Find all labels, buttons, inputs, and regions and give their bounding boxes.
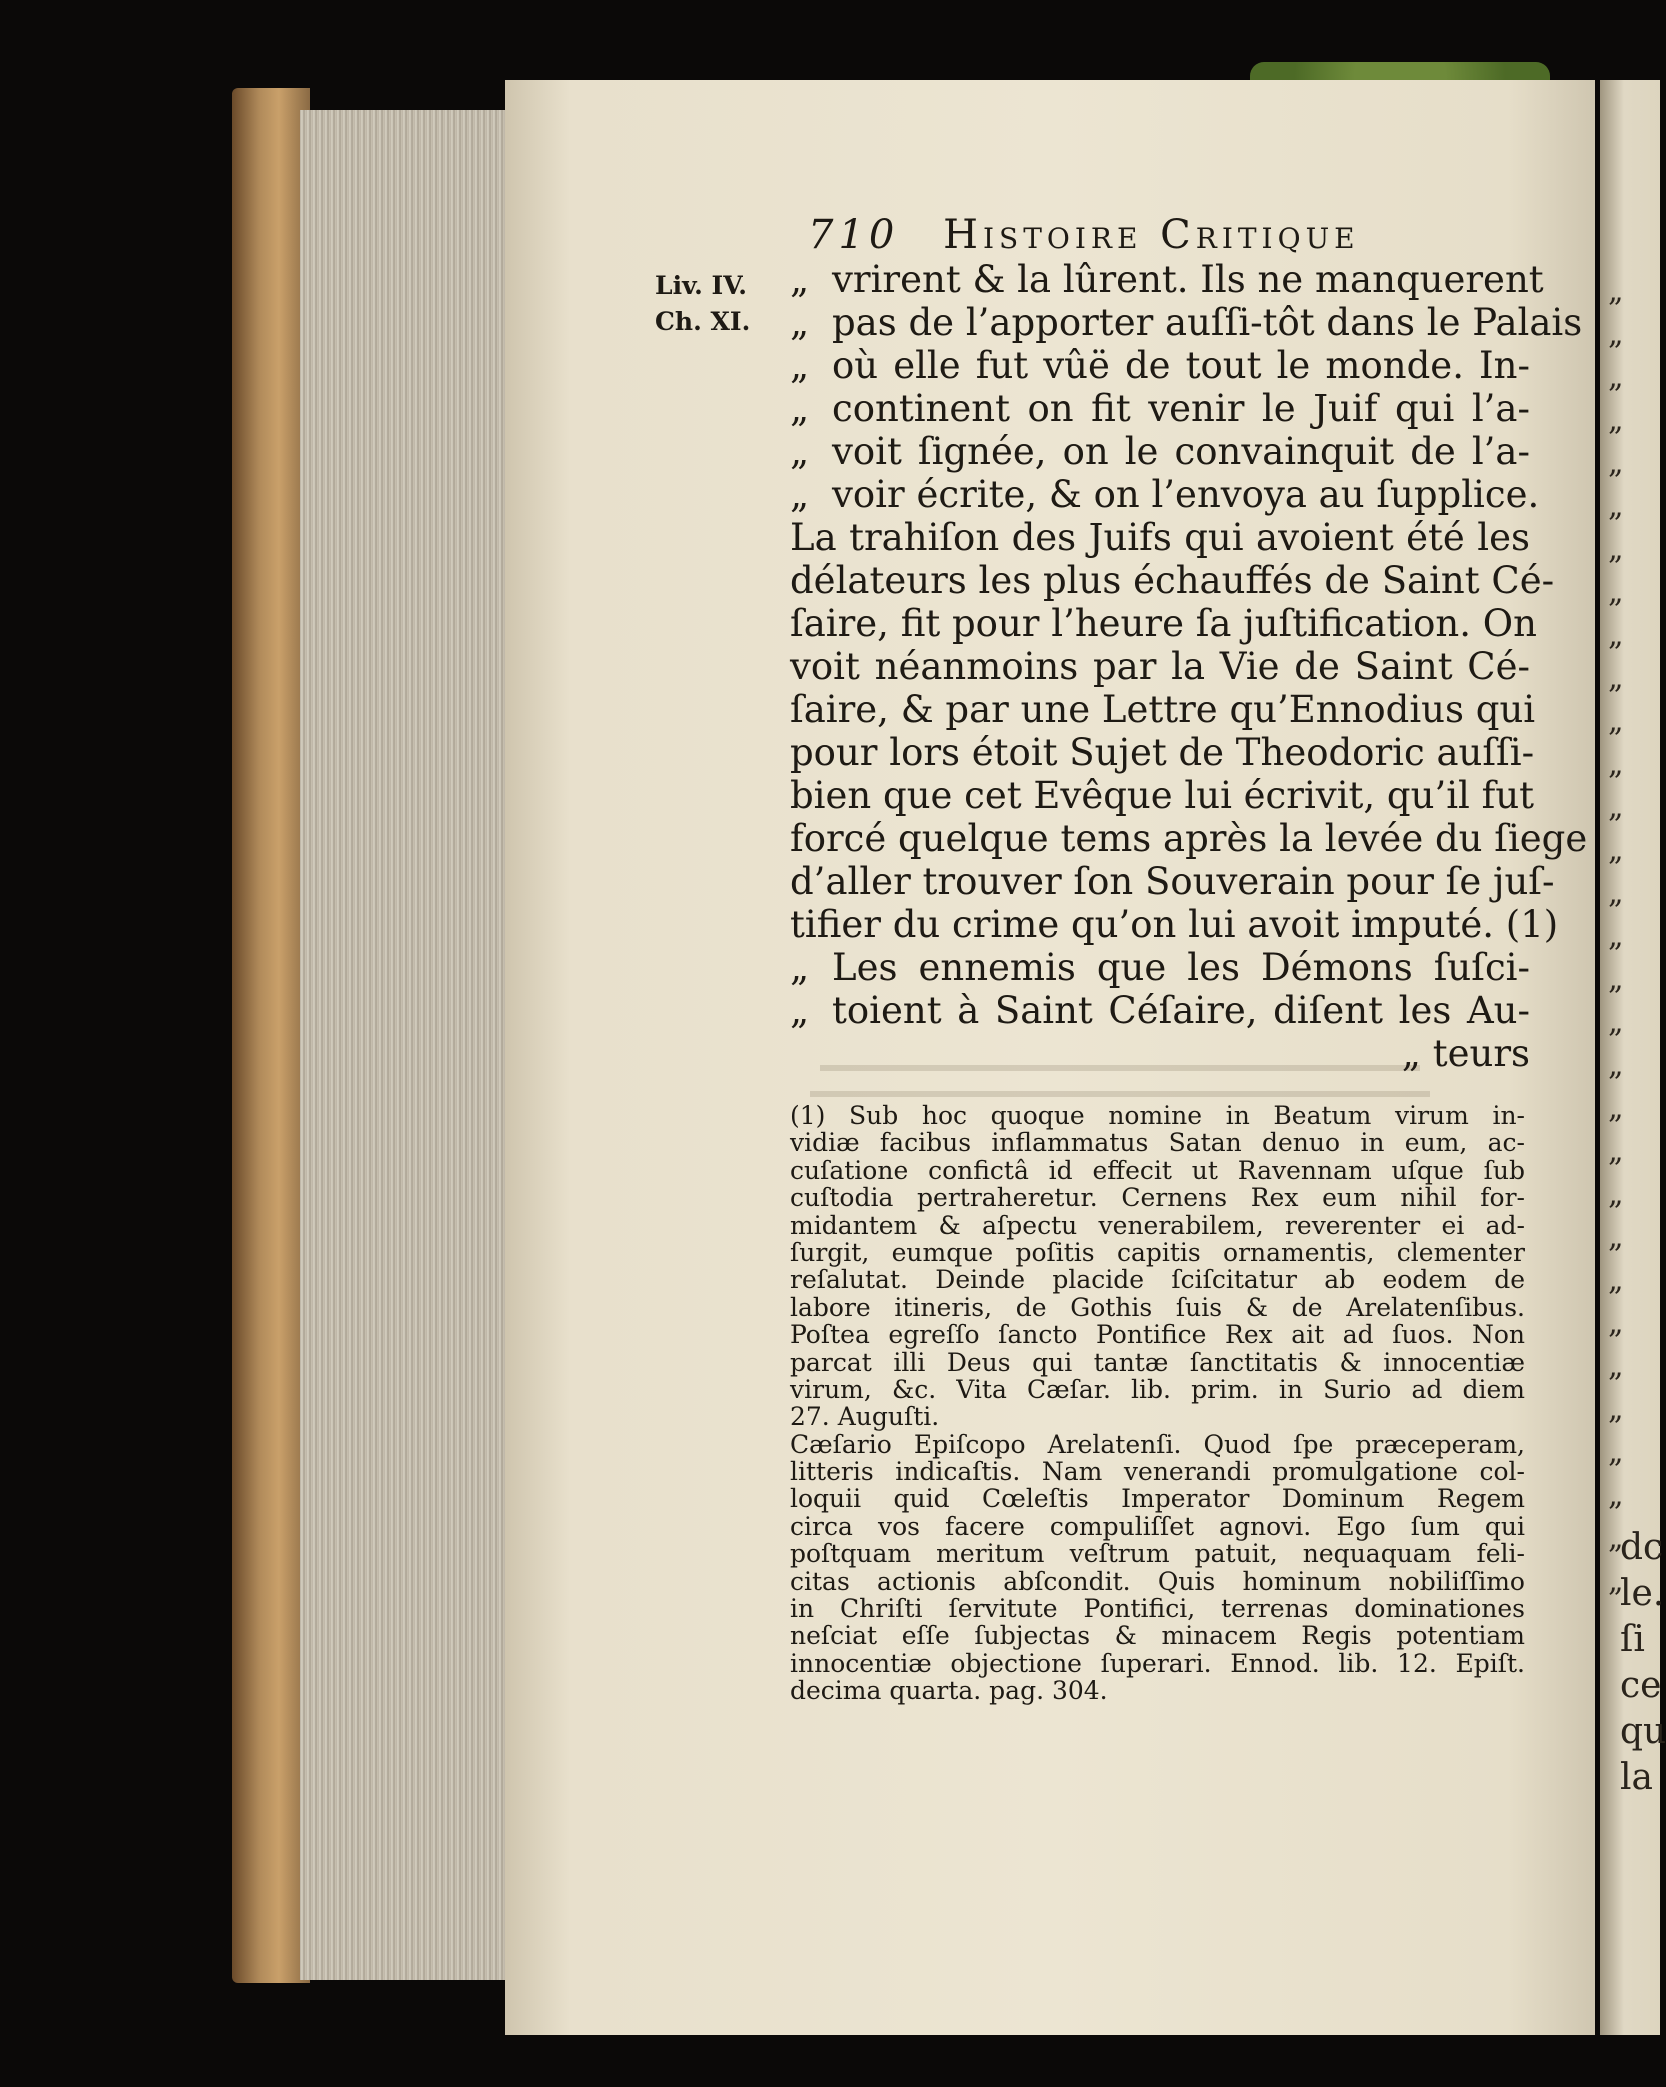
right-quote-mark: „ bbox=[1608, 446, 1624, 481]
footnote-line: ſurgit, eumque poſitis capitis ornamentis, clementer bbox=[790, 1237, 1525, 1267]
right-text-fragment: la bbox=[1620, 1757, 1653, 1798]
footnote-line: Poſtea egreſſo ſancto Pontifice Rex ait ad ſuos. Non bbox=[790, 1320, 1525, 1350]
text-line bbox=[790, 1032, 1530, 1075]
footnote-line: loquii quid Cœleſtis Imperator Dominum Regem bbox=[790, 1484, 1525, 1514]
right-quote-mark: „ bbox=[1608, 1306, 1624, 1341]
footnote-line: citas actionis abſcondit. Quis hominum nobiliſſimo bbox=[790, 1566, 1525, 1596]
footnote-line: innocentiæ objectione ſuperari. Ennod. lib. 12. Epiſt. bbox=[790, 1648, 1525, 1678]
footnote-line: cuſtodia pertraheretur. Cernens Rex eum nihil for- bbox=[790, 1183, 1525, 1213]
right-text-fragment: le. bbox=[1620, 1573, 1665, 1614]
line-text: La trahiſon des Juifs qui avoient été les bbox=[790, 516, 1530, 559]
right-quote-mark: „ bbox=[1608, 1091, 1624, 1126]
line-text: voit néanmoins par la Vie de Saint Cé- bbox=[790, 645, 1530, 688]
footnote-line: cuſatione confictâ id effecit ut Ravennam uſque ſub bbox=[790, 1155, 1525, 1185]
footnote-line: neſciat eſſe ſubjectas & minacem Regis potentiam bbox=[790, 1621, 1525, 1651]
right-quote-mark: „ bbox=[1608, 1048, 1624, 1083]
right-quote-mark: „ bbox=[1608, 747, 1624, 782]
text-line bbox=[790, 301, 1583, 344]
text-line bbox=[790, 989, 1530, 1032]
quote-mark: „ bbox=[790, 258, 810, 301]
text-line bbox=[790, 602, 1537, 645]
right-page-quote-marks bbox=[1608, 270, 1624, 1603]
line-text: bien que cet Evêque lui écrivit, qu’il fut bbox=[790, 774, 1535, 817]
footnote-line: reſalutat. Deinde placide ſciſcitatur ab eodem de bbox=[790, 1265, 1525, 1295]
footnote-line: decima quarta. pag. 304. bbox=[790, 1676, 1108, 1706]
line-text: vrirent & la lûrent. Ils ne manquerent bbox=[832, 258, 1544, 301]
text-line bbox=[790, 946, 1530, 989]
text-line bbox=[790, 559, 1555, 602]
right-quote-mark: „ bbox=[1608, 1521, 1624, 1556]
line-text: Les ennemis que les Démons ſuſci- bbox=[832, 946, 1530, 989]
running-header bbox=[808, 212, 1360, 258]
right-quote-mark: „ bbox=[1608, 1392, 1624, 1427]
footnote bbox=[790, 1102, 1525, 1705]
right-quote-mark: „ bbox=[1608, 790, 1624, 825]
line-text: continent on fit venir le Juif qui l’a- bbox=[832, 387, 1530, 430]
line-text: ſaire, fit pour l’heure ſa juſtification. On bbox=[790, 602, 1537, 645]
line-text: pour lors étoit Sujet de Theodoric auſſi- bbox=[790, 731, 1535, 774]
text-line bbox=[790, 817, 1588, 860]
right-page-fragments bbox=[1620, 1525, 1666, 1801]
text-line bbox=[790, 516, 1530, 559]
quote-mark: „ bbox=[790, 301, 810, 344]
line-text: ſaire, & par une Lettre qu’Ennodius qui bbox=[790, 688, 1536, 731]
right-quote-mark: „ bbox=[1608, 1349, 1624, 1384]
page-number: 710 bbox=[808, 212, 900, 258]
right-text-fragment: dc bbox=[1620, 1527, 1664, 1568]
right-quote-mark: „ bbox=[1608, 575, 1624, 610]
right-quote-mark: „ bbox=[1608, 704, 1624, 739]
footnote-line: in Chriſti ſervitute Pontifici, terrenas dominationes bbox=[790, 1594, 1525, 1624]
line-text: voit ſignée, on le convainquit de l’a- bbox=[832, 430, 1530, 473]
margin-chapter: Ch. XI. bbox=[655, 307, 751, 336]
text-line bbox=[790, 731, 1535, 774]
footnote-line: Cæſario Epiſcopo Arelatenſi. Quod ſpe præceperam, bbox=[790, 1429, 1525, 1459]
right-quote-mark: „ bbox=[1608, 403, 1624, 438]
right-text-fragment: qu bbox=[1620, 1711, 1666, 1752]
line-text: d’aller trouver ſon Souverain pour ſe juſ- bbox=[790, 860, 1555, 903]
page-edges bbox=[300, 110, 505, 1980]
text-line bbox=[790, 387, 1530, 430]
quote-mark: „ bbox=[790, 946, 810, 989]
margin-book: Liv. IV. bbox=[655, 271, 747, 300]
text-line bbox=[790, 645, 1530, 688]
right-quote-mark: „ bbox=[1608, 919, 1624, 954]
footnote-line: (1) Sub hoc quoque nomine in Beatum virum in- bbox=[790, 1101, 1525, 1130]
right-quote-mark: „ bbox=[1608, 532, 1624, 567]
text-line bbox=[790, 688, 1536, 731]
right-text-fragment: ce bbox=[1620, 1665, 1662, 1706]
footnote-line: virum, &c. Vita Cæſar. lib. prim. in Surio ad diem bbox=[790, 1374, 1525, 1404]
quote-mark: „ bbox=[790, 473, 810, 516]
main-text bbox=[790, 258, 1588, 1075]
right-quote-mark: „ bbox=[1608, 1435, 1624, 1470]
right-text-fragment: ſi bbox=[1620, 1619, 1645, 1660]
footnote-line: circa vos facere compuliſſet agnovi. Ego ſum qui bbox=[790, 1511, 1525, 1541]
line-text: forcé quelque tems après la levée du ſiege bbox=[790, 817, 1588, 860]
quote-mark: „ bbox=[790, 989, 810, 1032]
right-quote-mark: „ bbox=[1608, 1564, 1624, 1599]
line-text: tifier du crime qu’on lui avoit imputé. (1) bbox=[790, 903, 1559, 946]
text-line bbox=[790, 860, 1555, 903]
right-quote-mark: „ bbox=[1608, 618, 1624, 653]
text-line bbox=[790, 774, 1535, 817]
right-quote-mark: „ bbox=[1608, 317, 1624, 352]
right-quote-mark: „ bbox=[1608, 962, 1624, 997]
line-text: toient à Saint Céſaire, diſent les Au- bbox=[832, 989, 1530, 1032]
line-text: où elle fut vûë de tout le monde. In- bbox=[832, 344, 1530, 387]
text-line bbox=[790, 430, 1530, 473]
right-quote-mark: „ bbox=[1608, 1263, 1624, 1298]
text-line bbox=[790, 903, 1559, 946]
quote-mark: „ bbox=[790, 430, 810, 473]
text-line bbox=[790, 473, 1540, 516]
line-text: délateurs les plus échauffés de Saint Cé- bbox=[790, 559, 1555, 602]
footnote-line: poſtquam meritum veſtrum patuit, nequaquam feli- bbox=[790, 1539, 1525, 1569]
line-text: „ teurs bbox=[1401, 1032, 1530, 1075]
footnote-line: litteris indicaſtis. Nam venerandi promulgatione col- bbox=[790, 1457, 1525, 1487]
quote-mark: „ bbox=[790, 387, 810, 430]
right-quote-mark: „ bbox=[1608, 661, 1624, 696]
right-quote-mark: „ bbox=[1608, 274, 1624, 309]
right-quote-mark: „ bbox=[1608, 1005, 1624, 1040]
right-quote-mark: „ bbox=[1608, 1478, 1624, 1513]
margin-note bbox=[655, 268, 750, 340]
line-text: voir écrite, & on l’envoya au ſupplice. bbox=[832, 473, 1540, 516]
quote-mark: „ bbox=[790, 344, 810, 387]
footnote-line: midantem & aſpectu venerabilem, reverenter ei ad- bbox=[790, 1210, 1525, 1240]
running-title: Histoire Critique bbox=[943, 212, 1360, 258]
footnote-line: labore itineris, de Gothis ſuis & de Arelatenſibus. bbox=[790, 1292, 1525, 1322]
footnote-line: 27. Auguſti. bbox=[790, 1402, 940, 1432]
right-quote-mark: „ bbox=[1608, 833, 1624, 868]
line-text: pas de l’apporter auſſi-tôt dans le Palais bbox=[832, 301, 1583, 344]
book-cover-edge bbox=[232, 88, 310, 1983]
right-quote-mark: „ bbox=[1608, 876, 1624, 911]
text-line bbox=[790, 344, 1530, 387]
right-quote-mark: „ bbox=[1608, 1134, 1624, 1169]
right-quote-mark: „ bbox=[1608, 489, 1624, 524]
right-quote-mark: „ bbox=[1608, 1220, 1624, 1255]
quote-mark bbox=[790, 1032, 832, 1075]
right-quote-mark: „ bbox=[1608, 360, 1624, 395]
text-line bbox=[790, 258, 1544, 301]
footnote-line: parcat illi Deus qui tantæ ſanctitatis & innocentiæ bbox=[790, 1347, 1525, 1377]
right-quote-mark: „ bbox=[1608, 1177, 1624, 1212]
footnote-line: vidiæ facibus inflammatus Satan denuo in eum, ac- bbox=[790, 1128, 1525, 1158]
